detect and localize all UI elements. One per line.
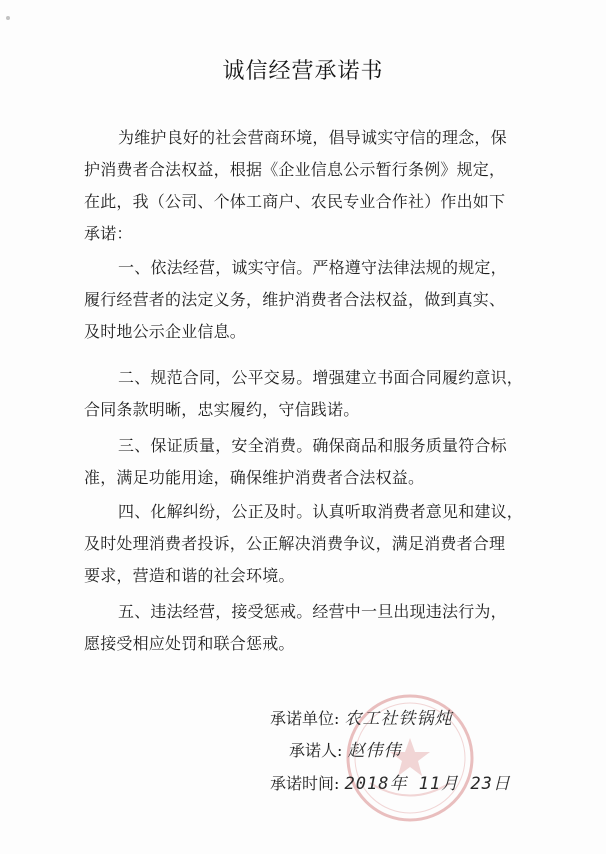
item-line: 愿接受相应处罚和联合惩戒。 (84, 634, 295, 653)
commitment-item-3 (84, 430, 534, 494)
item-line: 合同条款明晰，忠实履约，守信践诺。 (84, 400, 360, 419)
commitment-item-5 (84, 596, 534, 660)
item-line: 五、违法经营，接受惩戒。经营中一旦出现违法行为， (118, 602, 507, 621)
commitment-item-2 (84, 362, 534, 426)
intro-line: 承诺： (84, 224, 133, 243)
signature-unit-value: 农工社铁锅炖 (344, 709, 453, 729)
intro-line: 在此，我（公司、个体工商户、农民专业合作社）作出如下 (84, 192, 506, 211)
signature-time-row (270, 769, 511, 794)
signature-unit-label: 承诺单位: (270, 709, 340, 728)
item-line: 准，满足功能用途，确保维护消费者合法权益。 (84, 468, 425, 487)
signature-time-value: 2018年 11月 23日 (344, 774, 511, 794)
item-line: 及时处理消费者投诉，公正解决消费争议，满足消费者合理 (84, 534, 506, 553)
intro-line: 为维护良好的社会营商环境，倡导诚实守信的理念，保 (118, 128, 507, 147)
item-line: 履行经营者的法定义务，维护消费者合法权益，做到真实、 (84, 290, 506, 309)
signature-person-row (289, 736, 402, 761)
paper-mark (6, 16, 10, 20)
signature-time-label: 承诺时间: (270, 774, 340, 793)
item-line: 四、化解纠纷，公正及时。认真听取消费者意见和建议， (118, 502, 524, 521)
item-line: 三、保证质量，安全消费。确保商品和服务质量符合标 (118, 436, 507, 455)
signature-person-label: 承诺人: (289, 741, 343, 760)
commitment-item-4 (84, 496, 534, 592)
item-line: 二、规范合同，公平交易。增强建立书面合同履约意识， (118, 368, 524, 387)
signature-person-value: 赵伟伟 (347, 741, 402, 761)
intro-line: 护消费者合法权益，根据《企业信息公示暂行条例》规定， (84, 160, 506, 179)
intro-paragraph (84, 122, 534, 250)
item-line: 要求，营造和谐的社会环境。 (84, 566, 295, 585)
signature-unit-row (270, 704, 453, 729)
item-line: 及时地公示企业信息。 (84, 322, 247, 341)
item-line: 一、依法经营，诚实守信。严格遵守法律法规的规定， (118, 258, 507, 277)
document-title: 诚信经营承诺书 (222, 59, 384, 84)
commitment-item-1 (84, 252, 534, 348)
